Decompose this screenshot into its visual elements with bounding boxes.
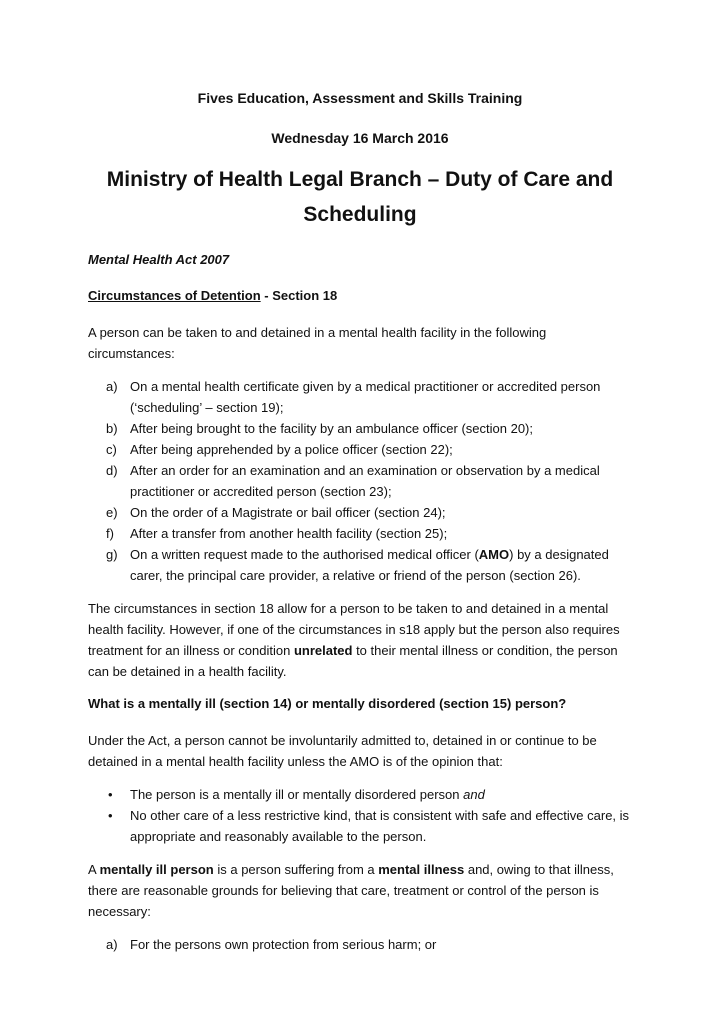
list-item-text: After an order for an examination and an examination or observation by a medical practitioner or accredited person (section 23); — [130, 463, 600, 499]
bullet-text: The person is a mentally ill or mentally disordered person — [130, 787, 464, 802]
summary-text: The circumstances in section 18 allow for a person to be taken to and detained in a mental health facility. However, if one of the circumstances in s18 apply but the person also requires treatment for an illness or condition — [88, 601, 620, 658]
bullet-italic-and: and — [463, 787, 485, 802]
list-marker: b) — [106, 421, 118, 436]
list-item — [88, 460, 632, 502]
bullet-text: No other care of a less restrictive kind, that is consistent with safe and effective care, is appropriate and reasonably available to the person. — [130, 808, 630, 844]
list-item — [88, 502, 632, 523]
definition-list — [88, 934, 632, 955]
list-marker: f) — [106, 526, 114, 541]
list-item-text: On a written request made to the authorised medical officer ( — [130, 547, 479, 562]
section-18-heading-underlined: Circumstances of Detention — [88, 288, 261, 303]
bullet-marker: • — [108, 808, 113, 823]
list-item — [88, 544, 632, 586]
document-title: Ministry of Health Legal Branch – Duty of Care and Scheduling — [106, 168, 614, 226]
list-item-text-end: ) by a designated carer, the principal care provider, a relative or friend of the person (section 26). — [130, 547, 609, 583]
bullet-marker: • — [108, 787, 113, 802]
organisation-name: Fives Education, Assessment and Skills Training — [197, 90, 523, 106]
definition-bold-term: mentally ill person — [99, 862, 214, 877]
summary-text-end: to their mental illness or condition, the person can be detained in a health facility. — [88, 643, 618, 679]
list-item — [88, 784, 632, 805]
list-marker: c) — [106, 442, 117, 457]
list-item-text: After a transfer from another health facility (section 25); — [130, 526, 448, 541]
amo-abbreviation: AMO — [478, 547, 510, 562]
document-date: Wednesday 16 March 2016 — [271, 130, 449, 146]
section-14-heading: What is a mentally ill (section 14) or mentally disordered (section 15) person? — [88, 696, 567, 711]
section-14-intro: Under the Act, a person cannot be involuntarily admitted to, detained in or continue to be detained in a mental health facility unless the AMO is of the opinion that: — [88, 733, 597, 769]
list-item — [88, 376, 632, 418]
list-marker: e) — [106, 505, 118, 520]
mentally-ill-definition — [88, 859, 632, 922]
section-18-heading — [88, 286, 632, 306]
list-item-text: After being apprehended by a police officer (section 22); — [130, 442, 453, 457]
section-18-heading-rest: - Section 18 — [260, 288, 338, 303]
list-item — [88, 805, 632, 847]
definition-text: is a person suffering from a — [213, 862, 379, 877]
list-item — [88, 418, 632, 439]
section-18-intro: A person can be taken to and detained in a mental health facility in the following circumstances: — [88, 325, 547, 361]
list-marker: a) — [106, 937, 118, 952]
list-marker: g) — [106, 547, 118, 562]
list-item-text: After being brought to the facility by an ambulance officer (section 20); — [130, 421, 533, 436]
detention-circumstances-list — [88, 376, 632, 586]
list-item-text: For the persons own protection from serious harm; or — [130, 937, 437, 952]
act-name: Mental Health Act 2007 — [88, 252, 230, 267]
list-item-text: On a mental health certificate given by a medical practitioner or accredited person (‘scheduling’ – section 19); — [130, 379, 601, 415]
definition-text: and, owing to that illness, there are reasonable grounds for believing that care, treatment or control of the person is necessary: — [88, 862, 614, 919]
amo-opinion-list — [88, 784, 632, 847]
definition-bold-illness: mental illness — [378, 862, 465, 877]
list-marker: d) — [106, 463, 118, 478]
list-item — [88, 439, 632, 460]
section-18-summary — [88, 598, 632, 682]
definition-text: A — [88, 862, 100, 877]
list-item — [88, 934, 632, 955]
list-item — [88, 523, 632, 544]
summary-bold-unrelated: unrelated — [293, 643, 353, 658]
list-marker: a) — [106, 379, 118, 394]
list-item-text: On the order of a Magistrate or bail officer (section 24); — [130, 505, 446, 520]
